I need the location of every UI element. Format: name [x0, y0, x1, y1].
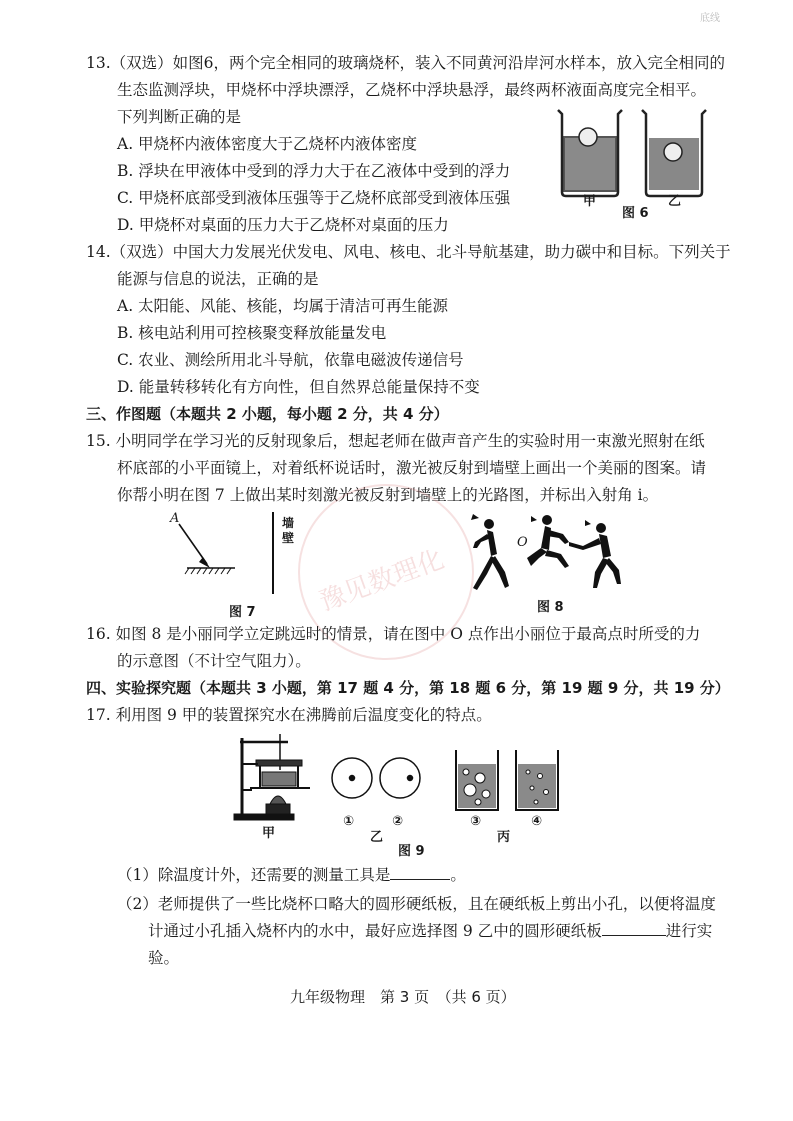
fig9-num-4: ④: [531, 814, 543, 829]
section-3-heading: 三、作图题（本题共 2 小题，每小题 2 分，共 4 分）: [86, 405, 449, 423]
float-block-yi: [664, 143, 682, 161]
fig7-caption: 图 7: [229, 605, 256, 620]
q14-option-c: C. 农业、测绘所用北斗导航，依靠电磁波传递信号: [117, 351, 464, 369]
fig9-caption: 图 9: [398, 844, 425, 859]
fig9-label-yi: 乙: [370, 830, 384, 845]
fig8-point-o: O: [517, 535, 528, 550]
q13-option-c: C. 甲烧杯底部受到液体压强等于乙烧杯底部受到液体压强: [117, 189, 511, 207]
q17-sub2-text: 计通过小孔插入烧杯内的水中，最好应选择图 9 乙中的圆形硬纸板: [148, 922, 602, 940]
q17-line1: 17. 利用图 9 甲的装置探究水在沸腾前后温度变化的特点。: [86, 706, 492, 724]
fig6-label-yi: 乙: [668, 194, 682, 209]
fig6-caption: 图 6: [622, 206, 649, 221]
q13-option-a: A. 甲烧杯内液体密度大于乙烧杯内液体密度: [117, 135, 418, 153]
q14-option-d: D. 能量转移转化有方向性，但自然界总能量保持不变: [117, 378, 480, 396]
fig7-point-a: A: [170, 511, 180, 526]
q15-line2: 杯底部的小平面镜上，对着纸杯说话时，激光被反射到墙壁上画出一个美丽的图案。请: [117, 459, 707, 477]
q13-option-b: B. 浮块在甲液体中受到的浮力大于在乙液体中受到的浮力: [117, 162, 511, 180]
page-footer: 九年级物理 第 3 页 （共 6 页）: [290, 988, 516, 1006]
q17-sub2-line2: [148, 920, 712, 942]
q17-sub2-blank[interactable]: [602, 921, 666, 936]
q13-line2: 生态监测浮块，甲烧杯中浮块漂浮，乙烧杯中浮块悬浮，最终两杯液面高度完全相平。: [117, 81, 707, 99]
q17-sub1-text: （1）除温度计外，还需要的测量工具是: [117, 866, 391, 884]
q17-sub2-line3: 验。: [148, 949, 180, 967]
q16-line2: 的示意图（不计空气阻力）。: [117, 652, 311, 670]
q17-sub2-line1: （2）老师提供了一些比烧杯口略大的圆形硬纸板，且在硬纸板上剪出小孔，以便将温度: [117, 895, 716, 913]
q13-line1: 13.（双选）如图6，两个完全相同的玻璃烧杯，装入不同黄河沿岸河水样本，放入完全相同的: [86, 54, 726, 72]
fig9-label-bing: 丙: [497, 830, 511, 845]
ray-arrow: [199, 557, 210, 568]
q13-option-d: D. 甲烧杯对桌面的压力大于乙烧杯对桌面的压力: [117, 216, 449, 234]
watermark-text: 豫见数理化: [315, 544, 449, 618]
fig9-label-jia: 甲: [262, 826, 276, 841]
beaker-yi: [642, 110, 706, 196]
section-4-heading: 四、实验探究题（本题共 3 小题，第 17 题 4 分，第 18 题 6 分，第 19 题 9 分，共 19 分）: [86, 679, 730, 697]
fig9-jia-stand: [234, 734, 310, 820]
fig9-num-1: ①: [343, 814, 355, 829]
figure-8-jumper: [465, 512, 635, 592]
q14-line2: 能源与信息的说法，正确的是: [117, 270, 319, 288]
q17-sub2-end: 进行实: [665, 922, 713, 940]
fig9-num-3: ③: [470, 814, 482, 829]
q14-option-b: B. 核电站利用可控核聚变释放能量发电: [117, 324, 387, 342]
jumper-mid: [527, 515, 569, 568]
fig7-wall-label: 墙壁: [282, 516, 295, 545]
fig8-caption: 图 8: [537, 600, 564, 615]
fig9-yi-cardboards: [332, 758, 420, 798]
q15-line1: 15. 小明同学在学习光的反射现象后，想起老师在做声音产生的实验时用一束激光照射在纸: [86, 432, 705, 450]
figure-7-mirror: [165, 508, 295, 598]
figure-6-beakers: [552, 104, 712, 204]
fig9-bing-beakers: [456, 750, 558, 810]
q14-line1: 14.（双选）中国大力发展光伏发电、风电、核电、北斗导航基建，助力碳中和目标。下列关于: [86, 243, 731, 261]
beaker-jia: [558, 110, 622, 196]
jumper-land: [569, 520, 621, 588]
fig6-label-jia: 甲: [583, 194, 597, 209]
float-block-jia: [579, 128, 597, 146]
q14-option-a: A. 太阳能、风能、核能，均属于清洁可再生能源: [117, 297, 449, 315]
q16-line1: 16. 如图 8 是小丽同学立定跳远时的情景，请在图中 O 点作出小丽位于最高点时所受的力: [86, 625, 701, 643]
header-mark: 底线: [700, 13, 720, 24]
fig9-num-2: ②: [392, 814, 404, 829]
q15-line3: 你帮小明在图 7 上做出某时刻激光被反射到墙壁上的光路图，并标出入射角 i。: [117, 486, 659, 504]
q13-line3: 下列判断正确的是: [117, 108, 242, 126]
q17-sub1: [117, 864, 466, 886]
q17-sub1-end: 。: [450, 866, 466, 884]
jumper-start: [471, 514, 509, 590]
q17-sub1-blank[interactable]: [390, 865, 450, 880]
